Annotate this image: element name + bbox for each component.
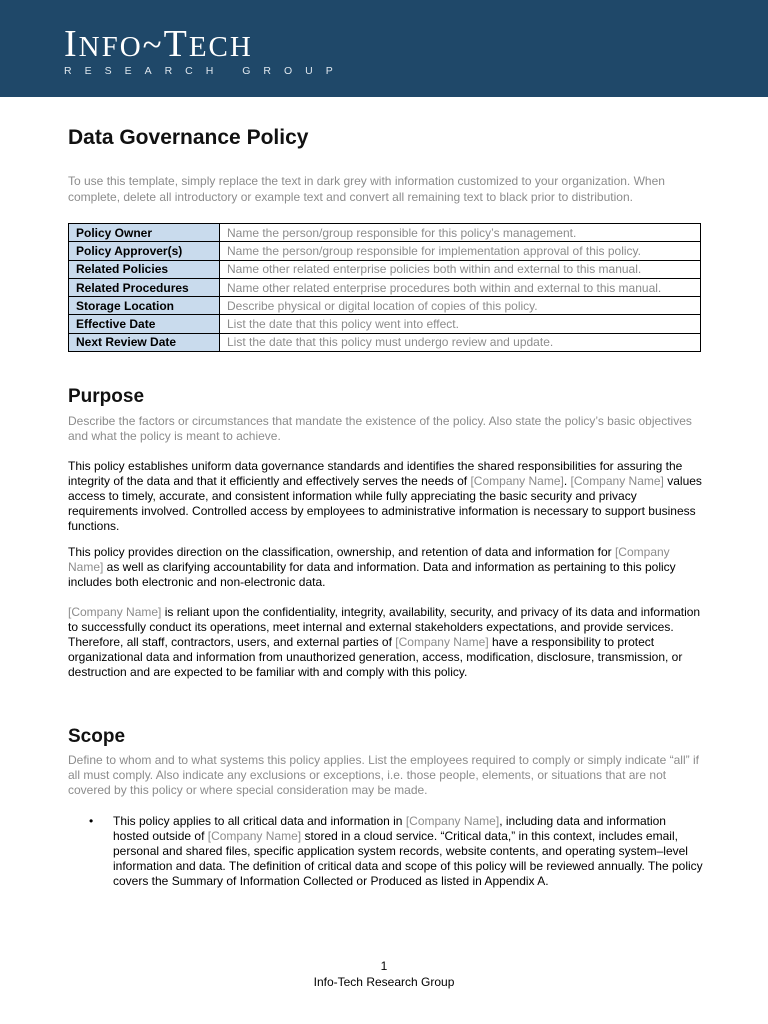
- row-value: Name the person/group responsible for this policy’s management.: [220, 224, 701, 242]
- row-label: Related Procedures: [69, 278, 220, 296]
- company-name-placeholder: [Company Name]: [470, 474, 564, 488]
- table-row: [69, 224, 701, 242]
- policy-metadata-table: [68, 223, 701, 352]
- row-label: Policy Owner: [69, 224, 220, 242]
- purpose-paragraph-2: This policy provides direction on the classification, ownership, and retention of data and information for [Company Name] as well as clarifying accountability for data and information. Data and information as pertaining to this policy includes both electronic and non-electronic data.: [68, 545, 676, 589]
- page-title: Data Governance Policy: [68, 126, 309, 149]
- row-label: Next Review Date: [69, 333, 220, 351]
- company-name-placeholder: [Company Name]: [207, 829, 302, 843]
- purpose-paragraph-3: [Company Name] is reliant upon the confidentiality, integrity, availability, security, and privacy of its data and information to successfully conduct its operations, meet internal and external stakeholders expectations, and provide services. Therefore, all staff, contractors, users, and external parties of [Company Name] have a responsibility to protect organizational data and information from unauthorized generation, access, modification, disclosure, transmission, or destruction and are expected to be familiar with and comply with this policy.: [68, 605, 701, 679]
- header-banner: [0, 0, 768, 97]
- company-name-placeholder: [Company Name]: [395, 635, 489, 649]
- row-value: List the date that this policy went into effect.: [220, 315, 701, 333]
- row-value: Name other related enterprise policies both within and external to this manual.: [220, 260, 701, 278]
- scope-bullet-item: This policy applies to all critical data and information in [Company Name], including data and information hosted outside of [Company Name] stored in a cloud service. “Critical data,” in this context, includes email, personal and shared files, specific application system records, website contents, and operating system–level information and data. The definition of critical data and scope of this policy will be reviewed annually. The policy covers the Summary of Information Collected or Produced as listed in Appendix A.: [113, 814, 703, 888]
- table-row: [69, 278, 701, 296]
- footer-organization: Info-Tech Research Group: [313, 975, 455, 989]
- row-value: Name the person/group responsible for implementation approval of this policy.: [220, 242, 701, 260]
- scope-heading: Scope: [68, 726, 126, 747]
- row-label: Storage Location: [69, 297, 220, 315]
- page-number: 1: [380, 959, 388, 973]
- row-value: List the date that this policy must undergo review and update.: [220, 333, 701, 351]
- purpose-paragraph-1: This policy establishes uniform data governance standards and identifies the shared responsibilities for assuring the integrity of the data and that it efficiently and effectively serves the needs of [Company Name]. [Company Name] values access to timely, accurate, and consistent information while fully appreciating the basic security and privacy requirements involved. Controlled access by employees to administrative information is necessary to support business functions.: [68, 459, 702, 533]
- table-row: [69, 297, 701, 315]
- template-instructions: To use this template, simply replace the text in dark grey with information customized to your organization. When complete, delete all introductory or example text and convert all remaining text to black prior to distribution.: [68, 174, 665, 204]
- company-name-placeholder: [Company Name]: [68, 605, 162, 619]
- company-name-placeholder: [Company Name]: [570, 474, 664, 488]
- bullet-icon: •: [89, 814, 94, 828]
- row-value: Name other related enterprise procedures both within and external to this manual.: [220, 278, 701, 296]
- scope-instructions: Define to whom and to what systems this policy applies. List the employees required to comply or simply indicate “all” if all must comply. Also indicate any exclusions or exceptions, i.e. those people, elements, or situations that are not covered by this policy or where special consideration may be made.: [68, 753, 699, 797]
- purpose-heading: Purpose: [68, 386, 145, 407]
- table-row: [69, 242, 701, 260]
- info-tech-logo: INFO~TECH: [64, 23, 253, 65]
- company-name-placeholder: [Company Name]: [405, 814, 500, 828]
- row-value: Describe physical or digital location of copies of this policy.: [220, 297, 701, 315]
- row-label: Effective Date: [69, 315, 220, 333]
- table-row: [69, 315, 701, 333]
- logo-subtitle: RESEARCH GROUP: [64, 65, 346, 77]
- purpose-instructions: Describe the factors or circumstances that mandate the existence of the policy. Also state the policy’s basic objectives and what the policy is meant to achieve.: [68, 414, 692, 443]
- row-label: Policy Approver(s): [69, 242, 220, 260]
- table-row: [69, 260, 701, 278]
- row-label: Related Policies: [69, 260, 220, 278]
- table-row: [69, 333, 701, 351]
- company-name-placeholder: [Company Name]: [68, 545, 670, 574]
